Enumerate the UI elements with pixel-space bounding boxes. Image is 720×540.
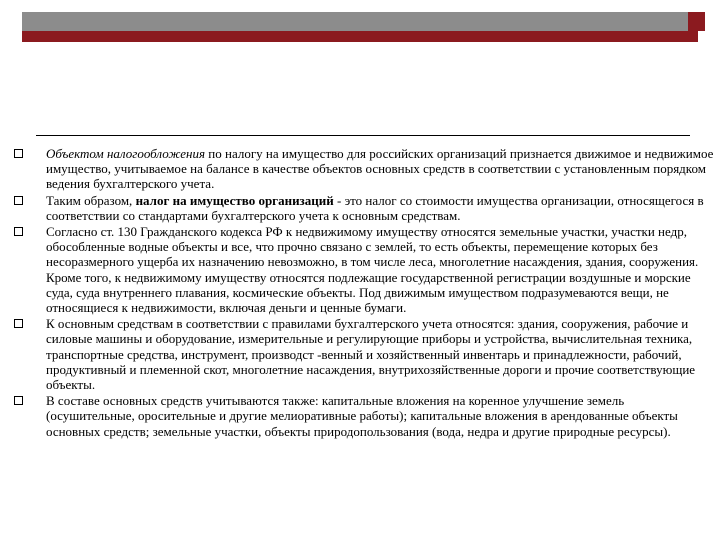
square-bullet-icon xyxy=(14,319,23,328)
list-item-text-pre: Таким образом, xyxy=(46,192,136,208)
square-bullet-icon xyxy=(14,196,23,205)
property-tax-term: налог на имущество организаций xyxy=(135,192,334,208)
bullet-list xyxy=(12,146,716,440)
list-item-text-post: - это налог со стоимости имущества организации, относящегося в соответствии со стандартами бухгалтерского учета к основным средствам. xyxy=(46,192,704,223)
square-bullet-icon xyxy=(14,396,23,405)
list-item xyxy=(12,146,716,192)
list-item-text: Согласно ст. 130 Гражданского кодекса РФ к недвижимому имуществу относятся земельные участки, участки недр, обособленные водные объекты и все, что прочно связано с землей, то есть объекты, перемещение которых без несоразмерного ущерба их назначению невозможно, в том числе леса, многолетние насаждения, здания, сооружения. Кроме того, к недвижимому имуществу относятся подлежащие государственной регистрации воздушные и морские суда, суда внутреннего плавания, космические объекты. Под движимым имуществом подразумеваются вещи, не относящиеся к недвижимости, включая деньги и ценные бумаги. xyxy=(46,224,699,316)
header-maroon-bar xyxy=(22,31,698,42)
list-item xyxy=(12,224,716,315)
list-item-text: по налогу на имущество для российских организаций признается движимое и недвижимое имущество, учитываемое на балансе в качестве объектов основных средств в соответствии с установленным порядком ведения бухгалтерского учета. xyxy=(46,146,714,192)
title-divider-line xyxy=(36,135,690,136)
list-item xyxy=(12,316,716,392)
list-item xyxy=(12,393,716,439)
list-item-text: В составе основных средств учитываются также: капитальные вложения на коренное улучшение земель (осушительные, оросительные и другие мелиоративные работы); капитальные вложения в арендованные объекты основных средств; земельные участки, объекты природопользования (вода, недра и другие природные ресурсы). xyxy=(46,393,678,439)
square-bullet-icon xyxy=(14,149,23,158)
square-bullet-icon xyxy=(14,227,23,236)
header-corner-square xyxy=(688,12,705,31)
list-item xyxy=(12,193,716,223)
list-item-text: К основным средствам в соответствии с правилами бухгалтерского учета относятся: здания, сооружения, рабочие и силовые машины и оборудование, измерительные и регулирующие приборы и устройства, вычислительная техника, транспортные средства, инструмент, производст -венный и хозяйственный инвентарь и принадлежности, рабочий, продуктивный и племенной скот, многолетние насаждения, внутрихозяйственные дороги и прочие соответствующие объекты. xyxy=(46,316,696,393)
taxation-object-term: Объектом налогообложения xyxy=(46,146,206,161)
